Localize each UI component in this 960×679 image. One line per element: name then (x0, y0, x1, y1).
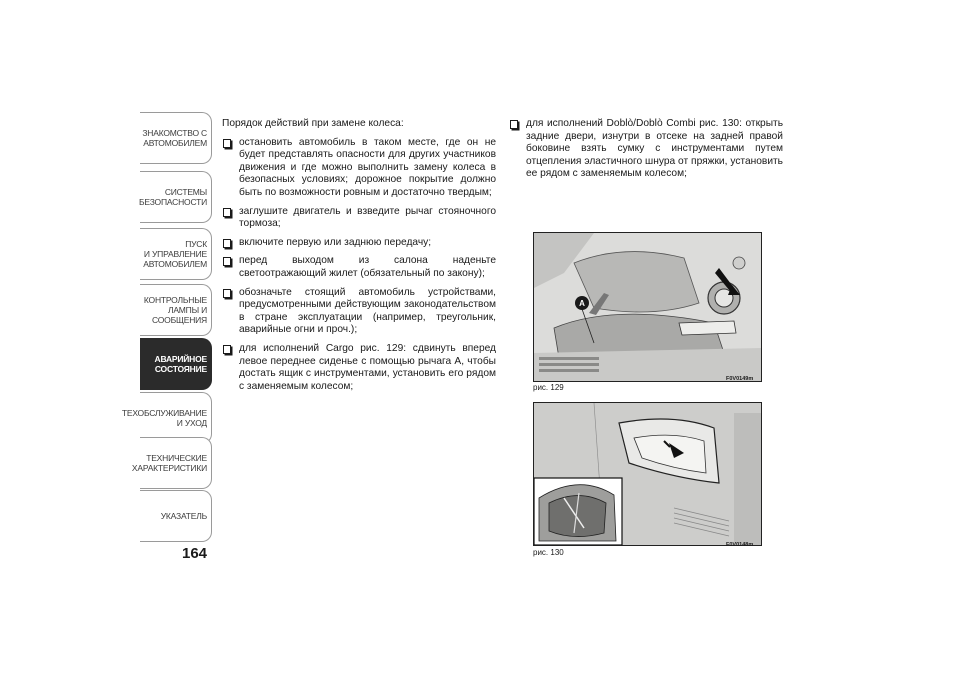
page-number: 164 (182, 545, 208, 562)
checkbox-bullet-icon (223, 208, 231, 217)
intro-text: Порядок действий при замене колеса: (222, 118, 404, 129)
callout-a-label: A (579, 299, 585, 308)
tab-starting[interactable]: ПУСК И УПРАВЛЕНИЕ АВТОМОБИЛЕМ (140, 228, 212, 280)
tab-intro[interactable]: ЗНАКОМСТВО С АВТОМОБИЛЕМ (140, 112, 212, 164)
text-column-left (222, 118, 496, 399)
list-item: включите первую или заднюю передачу; (222, 237, 496, 250)
figure-129-image (533, 232, 762, 382)
tab-maintenance[interactable]: ТЕХОБСЛУЖИВАНИЕ И УХОД (140, 392, 212, 444)
figure-129-caption: рис. 129 (533, 383, 564, 392)
list-item: обозначьте стоящий автомобиль устройствами, предусмотренными действующим законодательством в стране эксплуатации (например, треугольник, аварийные огни и проч.); (222, 287, 496, 337)
list-item: для исполнений Doblò/Doblò Combi рис. 130: открыть задние двери, изнутри в отсеке на задней правой боковине взять сумку с инструментами путем отцепления эластичного шнура от пряжки, установить ее рядом с заменяемым колесом; (509, 118, 783, 181)
checkbox-bullet-icon (223, 257, 231, 266)
list-item: для исполнений Cargo рис. 129: сдвинуть вперед левое переднее сиденье с помощью рычага A, чтобы достать ящик с инструментами, установить его рядом с заменяемым колесом; (222, 343, 496, 393)
checkbox-bullet-icon (223, 139, 231, 148)
checkbox-bullet-icon (223, 345, 231, 354)
list-item: остановить автомобиль в таком месте, где он не будет представлять опасности для других участников движения и где можно выполнить замену колеса в безопасных условиях; дорожное покрытие должно быть по возможности ровным и достаточно твердым; (222, 137, 496, 200)
list-item: перед выходом из салона наденьте светоотражающий жилет (обязательный по закону); (222, 255, 496, 280)
tab-warning-lights[interactable]: КОНТРОЛЬНЫЕ ЛАМПЫ И СООБЩЕНИЯ (140, 284, 212, 336)
tab-index[interactable]: УКАЗАТЕЛЬ (140, 490, 212, 542)
figure-130-code: F0V0148m (726, 542, 754, 548)
seat-lever-illustration (534, 233, 761, 381)
tool-bag-illustration (534, 403, 761, 545)
list-item: заглушите двигатель и взведите рычаг стояночного тормоза; (222, 206, 496, 231)
checkbox-bullet-icon (223, 239, 231, 248)
figure-129-code: F0V0149m (726, 376, 754, 382)
checkbox-bullet-icon (223, 289, 231, 298)
figure-130-caption: рис. 130 (533, 548, 564, 557)
tab-safety[interactable]: СИСТЕМЫ БЕЗОПАСНОСТИ (140, 171, 212, 223)
figure-130-image (533, 402, 762, 546)
checkbox-bullet-icon (510, 120, 518, 129)
tab-emergency[interactable]: АВАРИЙНОЕ СОСТОЯНИЕ (140, 338, 212, 390)
tab-specifications[interactable]: ТЕХНИЧЕСКИЕ ХАРАКТЕРИСТИКИ (140, 437, 212, 489)
text-column-right (509, 118, 783, 187)
